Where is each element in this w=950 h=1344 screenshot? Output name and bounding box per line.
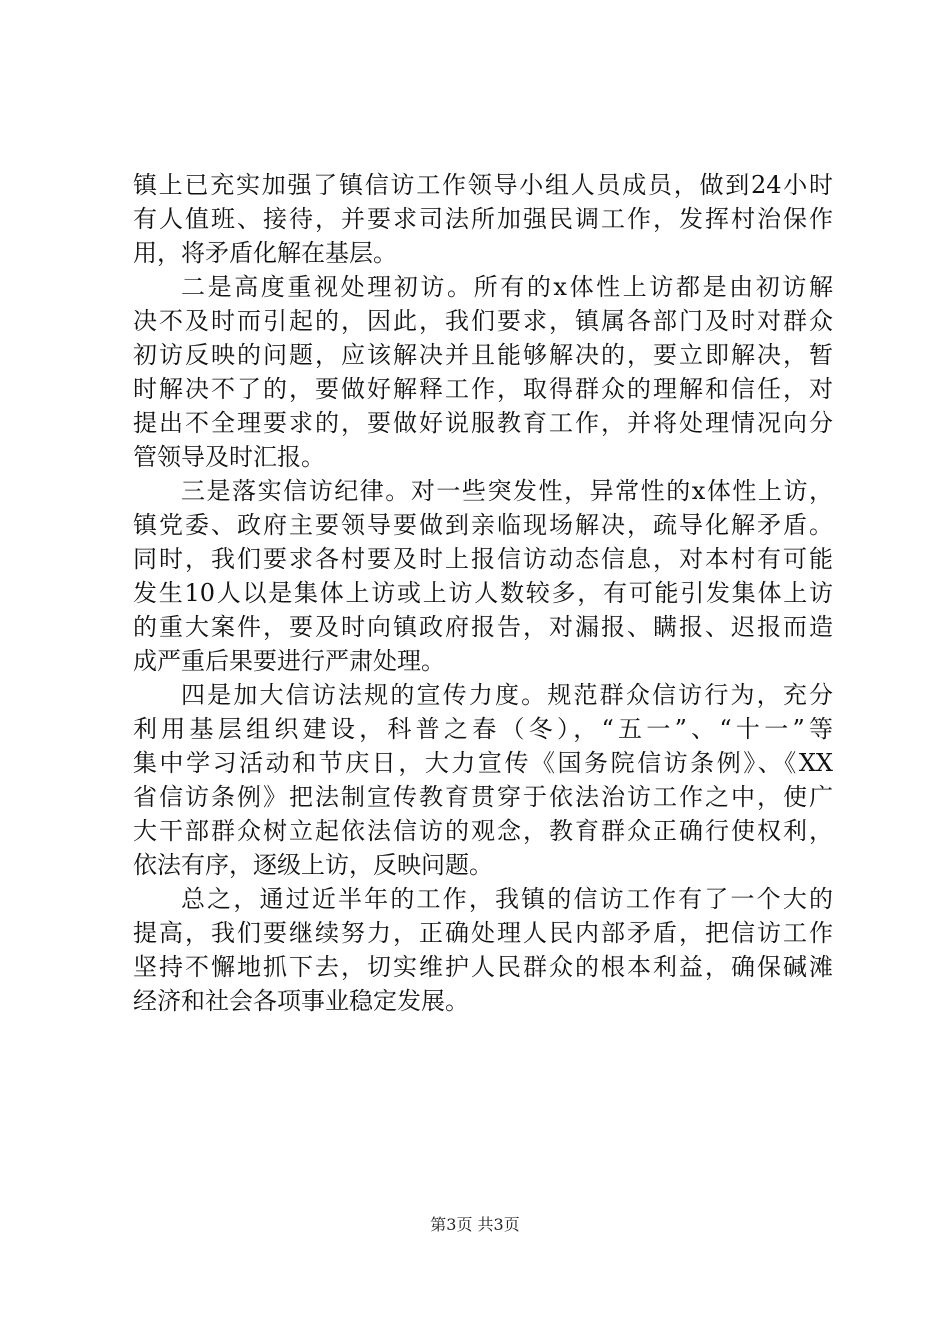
- text-line: 同时，我们要求各村要及时上报信访动态信息，对本村有可能: [133, 545, 833, 573]
- text-line: 有人值班、接待，并要求司法所加强民调工作，发挥村治保作: [133, 205, 833, 233]
- text-line: 集中学习活动和节庆日，大力宣传《国务院信访条例》、《XX: [133, 749, 833, 777]
- text-line: 成严重后果要进行严肃处理。: [133, 647, 445, 675]
- paragraph-start-line: 四是加大信访法规的宣传力度。规范群众信访行为，充分: [181, 681, 833, 709]
- text-line: 管领导及时汇报。: [133, 443, 325, 471]
- paragraph-start-line: 二是高度重视处理初访。所有的x体性上访都是由初访解: [181, 273, 833, 301]
- paragraph-start-line: 总之，通过近半年的工作，我镇的信访工作有了一个大的: [181, 885, 833, 913]
- text-line: 省信访条例》把法制宣传教育贯穿于依法治访工作之中，使广: [133, 783, 833, 811]
- text-line: 利用基层组织建设，科普之春（冬），“五一”、“十一”等: [133, 715, 833, 743]
- text-line: 依法有序，逐级上访，反映问题。: [133, 851, 493, 879]
- text-line: 大干部群众树立起依法信访的观念，教育群众正确行使权利，: [133, 817, 833, 845]
- text-line: 镇上已充实加强了镇信访工作领导小组人员成员，做到24小时: [133, 171, 833, 199]
- text-line: 发生10人以是集体上访或上访人数较多，有可能引发集体上访: [133, 579, 833, 607]
- text-line: 提高，我们要继续努力，正确处理人民内部矛盾，把信访工作: [133, 919, 833, 947]
- page-number-footer: 第3页 共3页: [430, 1215, 520, 1234]
- text-line: 初访反映的问题，应该解决并且能够解决的，要立即解决，暂: [133, 341, 833, 369]
- text-line: 用，将矛盾化解在基层。: [133, 239, 397, 267]
- text-line: 经济和社会各项事业稳定发展。: [133, 987, 469, 1015]
- document-body: [133, 168, 833, 1018]
- text-line: 镇党委、政府主要领导要做到亲临现场解决，疏导化解矛盾。: [133, 511, 833, 539]
- text-line: 决不及时而引起的，因此，我们要求，镇属各部门及时对群众: [133, 307, 833, 335]
- text-line: 坚持不懈地抓下去，切实维护人民群众的根本利益，确保碱滩: [133, 953, 833, 981]
- paragraph-start-line: 三是落实信访纪律。对一些突发性，异常性的x体性上访，: [181, 477, 833, 505]
- text-line: 时解决不了的，要做好解释工作，取得群众的理解和信任，对: [133, 375, 833, 403]
- text-line: 的重大案件，要及时向镇政府报告，对漏报、瞒报、迟报而造: [133, 613, 833, 641]
- text-line: 提出不全理要求的，要做好说服教育工作，并将处理情况向分: [133, 409, 833, 437]
